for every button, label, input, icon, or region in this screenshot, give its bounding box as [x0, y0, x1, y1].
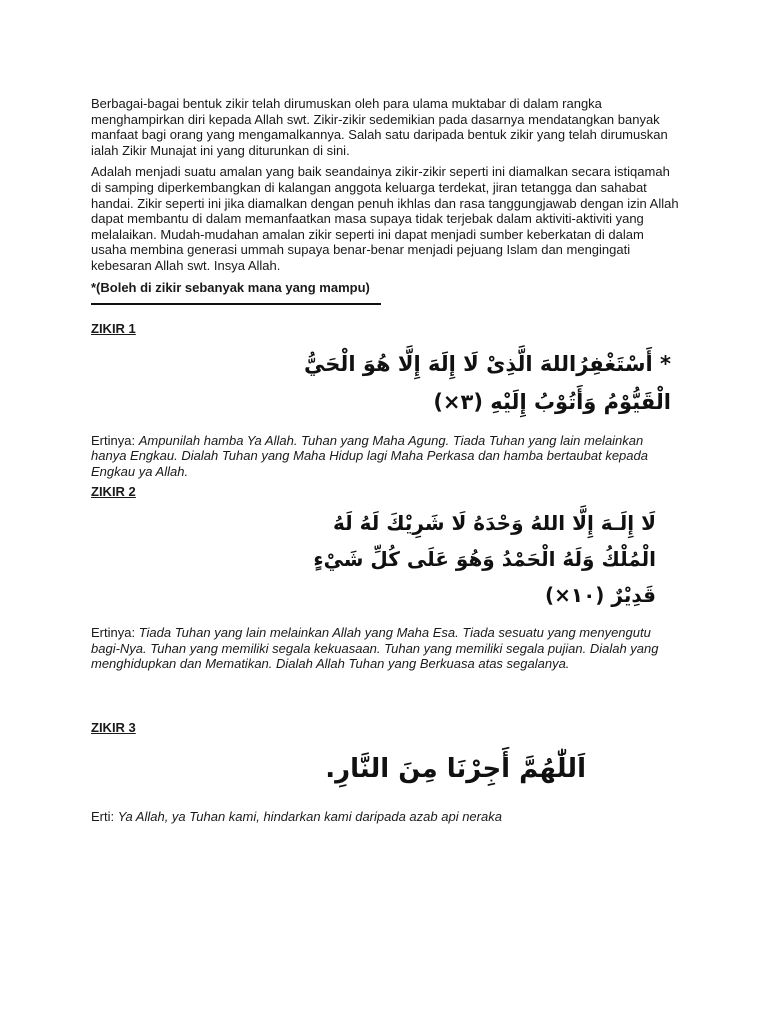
horizontal-rule: [91, 303, 381, 305]
zikir-2-translation: [91, 625, 681, 672]
translation-text: Tiada Tuhan yang lain melainkan Allah yang Maha Esa. Tiada sesuatu yang menyengutu bagi-Nya. Tuhan yang memiliki segala kekuasaan. Tuhan yang memiliki segala pujian. Dialah yang menghidupkan dan Mematikan. Dialah Allah Tuhan yang Berkuasa atas segalanya.: [91, 625, 659, 672]
translation-lead: Erti:: [91, 809, 118, 825]
zikir-2-arabic: [236, 505, 656, 613]
zikir-1-heading: ZIKIR 1: [91, 321, 136, 337]
intro-paragraph-1: Berbagai-bagai bentuk zikir telah dirumuskan oleh para ulama muktabar di dalam rangka menghampirkan diri kepada Allah swt. Zikir-zikir sedemikian pada dasarnya mendatangkan banyak manfaat bagi orang yang mengamalkannya. Salah satu daripada bentuk zikir yang telah dirumuskan ialah Zikir Munajat ini yang diturunkan di sini.: [91, 96, 668, 158]
zikir-1-arabic-line: * أَسْتَغْفِرُاللهَ الَّذِىْ لَا إِلَهَ إِلَّا هُوَ الْحَيُّ: [304, 351, 671, 376]
translation-text: Ya Allah, ya Tuhan kami, hindarkan kami daripada azab api neraka: [117, 809, 502, 825]
translation-lead: Ertinya:: [91, 625, 139, 641]
translation-text: Ampunilah hamba Ya Allah. Tuhan yang Maha Agung. Tiada Tuhan yang lain melainkan hanya Engkau. Dialah Tuhan yang Maha Hidup lagi Maha Perkasa dan hamba bertaubat kepada Engkau ya Allah.: [91, 432, 648, 479]
zikir-1-arabic-line: الْقَيُّوْمُ وَأَتُوْبُ إِلَيْهِ (٣×): [433, 389, 671, 414]
note-text: *(Boleh di zikir sebanyak mana yang mampu): [91, 279, 370, 295]
zikir-3-translation: [91, 809, 681, 825]
zikir-3-arabic-line: اَللّٰهُمَّ أَجِرْنَا مِنَ النَّارِ.: [325, 754, 586, 785]
zikir-3-heading: ZIKIR 3: [91, 719, 136, 735]
intro-paragraph-2: Adalah menjadi suatu amalan yang baik seandainya zikir-zikir seperti ini diamalkan secara istiqamah di samping diperkembangkan di kalangan anggota keluarga terdekat, jiran tetangga dan sahabat handai. Zikir seperti ini jika diamalkan dengan penuh ikhlas dan rasa tanggungjawab dengan izin Allah dapat membantu di dalam memanfaatkan masa supaya tidak terjebak dalam aktiviti-aktiviti yang melalaikan. Mudah-mudahan amalan zikir seperti ini dapat menjadi sumber keberkatan di dalam usaha membina generasi ummah supaya benar-benar menjadi pejuang Islam dan mengingati kebesaran Allah swt. Insya Allah.: [91, 164, 679, 273]
zikir-2-arabic-line: الْمُلْكُ وَلَهُ الْحَمْدُ وَهُوَ عَلَى كُلِّ شَيْءٍ: [313, 547, 656, 572]
document-page: [91, 96, 681, 825]
zikir-1-translation: [91, 433, 681, 480]
translation-lead: Ertinya:: [91, 432, 139, 448]
zikir-2-arabic-line: لَا إِلَـهَ إِلَّا اللهُ وَحْدَهُ لَا شَرِيْكَ لَهُ لَهُ: [333, 511, 656, 536]
zikir-2-arabic-line: قَدِيْرٌ (١٠×): [544, 583, 656, 608]
zikir-3-arabic: [286, 741, 586, 797]
zikir-1-arabic: [226, 345, 671, 421]
zikir-2-heading: ZIKIR 2: [91, 483, 136, 499]
